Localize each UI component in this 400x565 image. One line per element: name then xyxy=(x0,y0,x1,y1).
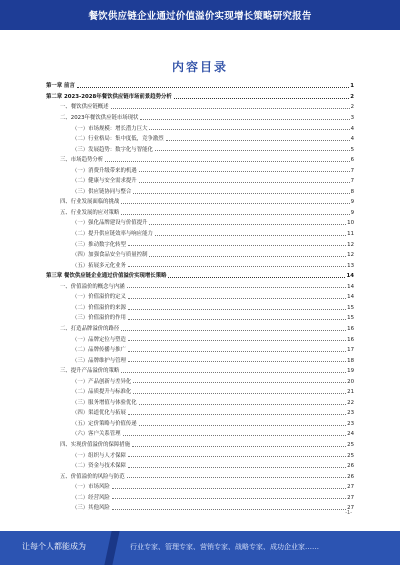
toc-entry[interactable] xyxy=(72,123,354,131)
toc-leader-dots xyxy=(127,287,346,288)
toc-leader-dots xyxy=(128,456,346,457)
toc-entry-label: （一）消费升级带来的机遇 xyxy=(72,167,137,174)
toc-leader-dots xyxy=(128,319,346,320)
toc-entry-page: 25 xyxy=(347,452,354,459)
toc-entry-page: 26 xyxy=(347,473,354,480)
toc-entry-label: （五）拓展多元化业务 xyxy=(72,262,126,269)
toc-entry-page: 27 xyxy=(347,484,354,491)
toc-entry-label: （四）渠道优化与拓展 xyxy=(72,410,126,417)
toc-entry-page: 27 xyxy=(347,494,354,501)
toc-entry-page: 19 xyxy=(347,368,354,375)
toc-entry-page: 17 xyxy=(347,347,354,354)
toc-entry-label: 五、行业发展的应对策略 xyxy=(60,209,120,216)
toc-entry-label: 四、行业发展面临的挑战 xyxy=(60,199,120,206)
toc-entry-label: （一）品牌定位与塑造 xyxy=(72,336,126,343)
toc-leader-dots xyxy=(121,203,349,204)
toc-entry[interactable] xyxy=(72,419,354,427)
toc-entry-page: 23 xyxy=(347,410,354,417)
toc-entry[interactable] xyxy=(72,303,354,311)
toc-entry-page: 1 xyxy=(350,83,354,90)
toc-leader-dots xyxy=(123,435,347,436)
toc-leader-dots xyxy=(127,477,346,478)
toc-leader-dots xyxy=(166,140,350,141)
toc-leader-dots xyxy=(133,193,349,194)
footer-slogan: 让每个人都能成为 xyxy=(22,542,86,551)
toc-entry[interactable] xyxy=(72,376,354,384)
toc-entry-label: （一）组织与人才保障 xyxy=(72,452,126,459)
toc-entry-page: 14 xyxy=(347,283,354,290)
toc-entry-label: （三）品牌维护与管理 xyxy=(72,357,126,364)
toc-entry-page: 2 xyxy=(350,104,354,111)
toc-entry[interactable] xyxy=(72,408,354,416)
toc-entry-page: 18 xyxy=(347,357,354,364)
toc-leader-dots xyxy=(128,266,346,267)
toc-leader-dots xyxy=(128,351,346,352)
toc-entry[interactable] xyxy=(60,324,354,332)
toc-entry-page: 20 xyxy=(347,378,354,385)
toc-leader-dots xyxy=(128,361,346,362)
toc-leader-dots xyxy=(111,108,350,109)
toc-entry[interactable] xyxy=(72,134,354,142)
toc-leader-dots xyxy=(128,309,346,310)
toc-entry[interactable] xyxy=(72,450,354,458)
toc-entry-label: （一）产品创新与差异化 xyxy=(72,378,132,385)
toc-leader-dots xyxy=(149,256,346,257)
toc-entry-label: （一）价值溢价的定义 xyxy=(72,294,126,301)
toc-entry-page: 4 xyxy=(350,125,354,132)
toc-entry-page: 12 xyxy=(347,241,354,248)
toc-leader-dots xyxy=(77,87,349,88)
toc-entry[interactable] xyxy=(72,165,354,173)
toc-entry-page: 15 xyxy=(347,304,354,311)
toc-leader-dots xyxy=(149,129,349,130)
toc-entry[interactable] xyxy=(60,113,354,121)
toc-entry[interactable] xyxy=(60,155,354,163)
toc-entry[interactable] xyxy=(72,345,354,353)
toc-entry[interactable] xyxy=(72,292,354,300)
toc-entry[interactable] xyxy=(72,250,354,258)
toc-entry-page: 22 xyxy=(347,399,354,406)
toc-entry[interactable] xyxy=(60,102,354,110)
toc-entry-label: 二、2023年餐饮供应链市场现状 xyxy=(60,114,139,121)
toc-leader-dots xyxy=(133,393,346,394)
toc-leader-dots xyxy=(149,224,346,225)
toc-leader-dots xyxy=(168,277,345,278)
toc-entry-page: 21 xyxy=(347,389,354,396)
toc-entry-page: 7 xyxy=(350,178,354,185)
toc-entry[interactable] xyxy=(60,440,354,448)
toc-leader-dots xyxy=(174,98,349,99)
toc-entry[interactable] xyxy=(72,482,354,490)
toc-entry[interactable] xyxy=(72,229,354,237)
toc-entry-label: 五、价值溢价的风险与防范 xyxy=(60,473,125,480)
toc-entry[interactable] xyxy=(72,176,354,184)
toc-leader-dots xyxy=(128,414,346,415)
toc-entry[interactable] xyxy=(72,313,354,321)
toc-leader-dots xyxy=(155,235,346,236)
toc-entry-page: 27 xyxy=(347,505,354,512)
toc-entry-page: 14 xyxy=(346,273,354,280)
toc-entry[interactable] xyxy=(60,197,354,205)
toc-entry[interactable] xyxy=(72,260,354,268)
toc-leader-dots xyxy=(139,182,350,183)
toc-entry-label: （一）市场风险 xyxy=(72,484,110,491)
toc-entry[interactable] xyxy=(72,144,354,152)
toc-entry-page: 15 xyxy=(347,315,354,322)
toc-entry-page: 8 xyxy=(350,188,354,195)
toc-entry-label: （一）市场规模：增长潜力巨大 xyxy=(72,125,148,132)
toc-entry-label: （二）品质提升与标准化 xyxy=(72,389,132,396)
page-number: -1- xyxy=(345,510,352,516)
toc-leader-dots xyxy=(139,404,346,405)
toc-entry-label: （二）品牌传播与推广 xyxy=(72,347,126,354)
toc-entry[interactable] xyxy=(72,334,354,342)
toc-entry-page: 9 xyxy=(350,199,354,206)
toc-entry-label: 一、餐饮供应链概述 xyxy=(60,104,109,111)
toc-entry-page: 13 xyxy=(347,262,354,269)
toc-entry[interactable] xyxy=(72,398,354,406)
toc-entry-label: 一、价值溢价的概念与内涵 xyxy=(60,283,125,290)
toc-entry-page: 3 xyxy=(350,114,354,121)
toc-leader-dots xyxy=(112,509,346,510)
toc-entry-label: 第二章 2023-2028年餐饮供应链市场前景趋势分析 xyxy=(46,93,172,100)
toc-entry-label: （三）推动数字化转型 xyxy=(72,241,126,248)
toc-leader-dots xyxy=(121,372,346,373)
toc-entry-label: （三）价值溢价的作用 xyxy=(72,315,126,322)
toc-leader-dots xyxy=(140,119,349,120)
toc-entry-label: （三）其他风险 xyxy=(72,505,110,512)
toc-entry[interactable] xyxy=(72,187,354,195)
toc-leader-dots xyxy=(121,330,346,331)
toc-entry[interactable] xyxy=(46,92,354,100)
toc-leader-dots xyxy=(128,245,346,246)
toc-entry-page: 10 xyxy=(347,220,354,227)
toc-entry-page: 12 xyxy=(347,252,354,259)
toc-entry[interactable] xyxy=(72,239,354,247)
toc-entry[interactable] xyxy=(60,366,354,374)
toc-entry[interactable] xyxy=(72,387,354,395)
toc-leader-dots xyxy=(121,214,349,215)
toc-leader-dots xyxy=(139,171,350,172)
toc-entry-label: （二）价值溢价的来源 xyxy=(72,304,126,311)
toc-entry-label: 第三章 餐饮供应链企业通过价值溢价实现增长策略 xyxy=(46,273,167,280)
toc-entry-label: （二）行业格局：集中度低，竞争激烈 xyxy=(72,136,164,143)
toc-entry-label: （二）健康与安全需求提升 xyxy=(72,178,137,185)
toc-entry[interactable] xyxy=(72,429,354,437)
toc-leader-dots xyxy=(139,425,346,426)
toc-entry-label: （五）定价策略与价值传递 xyxy=(72,420,137,427)
toc-entry[interactable] xyxy=(60,208,354,216)
toc-entry-page: 16 xyxy=(347,325,354,332)
toc-title: 内容目录 xyxy=(171,60,228,74)
footer-tagline: 行业专家、管理专家、营销专家、战略专家、成功企业家…… xyxy=(130,543,319,551)
toc-entry-label: 四、实现价值溢价的保障措施 xyxy=(60,442,131,449)
toc-leader-dots xyxy=(112,498,346,499)
toc-entry[interactable] xyxy=(46,81,354,89)
toc-entry[interactable] xyxy=(46,271,354,279)
toc-entry-page: 9 xyxy=(350,209,354,216)
toc-entry-page: 5 xyxy=(350,146,354,153)
toc-entry-page: 16 xyxy=(347,336,354,343)
toc-entry-page: 25 xyxy=(347,442,354,449)
toc-entry-label: 第一章 前言 xyxy=(46,83,75,90)
toc-leader-dots xyxy=(133,382,346,383)
toc-leader-dots xyxy=(128,340,346,341)
toc-leader-dots xyxy=(128,467,346,468)
toc-entry-page: 23 xyxy=(347,420,354,427)
toc-leader-dots xyxy=(105,161,349,162)
toc-entry[interactable] xyxy=(72,218,354,226)
toc-entry-label: （六）客户关系管理 xyxy=(72,431,121,438)
toc-entry-page: 2 xyxy=(350,93,354,100)
toc-entry[interactable] xyxy=(60,471,354,479)
toc-leader-dots xyxy=(155,150,350,151)
toc-entry[interactable] xyxy=(60,281,354,289)
toc-entry[interactable] xyxy=(72,503,354,511)
toc-leader-dots xyxy=(132,446,346,447)
toc-entry-label: （二）资金与技术保障 xyxy=(72,463,126,470)
toc-entry-page: 4 xyxy=(350,136,354,143)
toc-entry[interactable] xyxy=(72,461,354,469)
toc-entry-label: （三）发展趋势：数字化与智能化 xyxy=(72,146,153,153)
report-header xyxy=(0,0,400,30)
toc-entry-label: 三、提升产品溢价的策略 xyxy=(60,368,120,375)
toc-entry-label: （一）强化品牌建设与价值提升 xyxy=(72,220,148,227)
toc-entry-page: 24 xyxy=(347,431,354,438)
toc-entry-label: 二、打造品牌溢价的路径 xyxy=(60,325,120,332)
report-title: 餐饮供应链企业通过价值溢价实现增长策略研究报告 xyxy=(88,11,312,22)
toc-entry[interactable] xyxy=(72,492,354,500)
toc-entry-label: （二）经营风险 xyxy=(72,494,110,501)
toc-leader-dots xyxy=(128,298,346,299)
toc-entry-page: 6 xyxy=(350,157,354,164)
toc-entry-page: 7 xyxy=(350,167,354,174)
toc-entry-page: 11 xyxy=(347,231,354,238)
toc-entry-page: 26 xyxy=(347,463,354,470)
toc-entry-page: 14 xyxy=(347,294,354,301)
toc-leader-dots xyxy=(112,488,346,489)
toc-entry[interactable] xyxy=(72,355,354,363)
toc-entry-label: （三）服务增值与体验优化 xyxy=(72,399,137,406)
toc-entry-label: （三）供应链协同与整合 xyxy=(72,188,132,195)
toc-entry-label: 三、市场趋势分析 xyxy=(60,157,104,164)
toc-entry-label: （四）加强食品安全与质量控制 xyxy=(72,252,148,259)
toc-entry-label: （二）提升供应链效率与响应能力 xyxy=(72,231,153,238)
